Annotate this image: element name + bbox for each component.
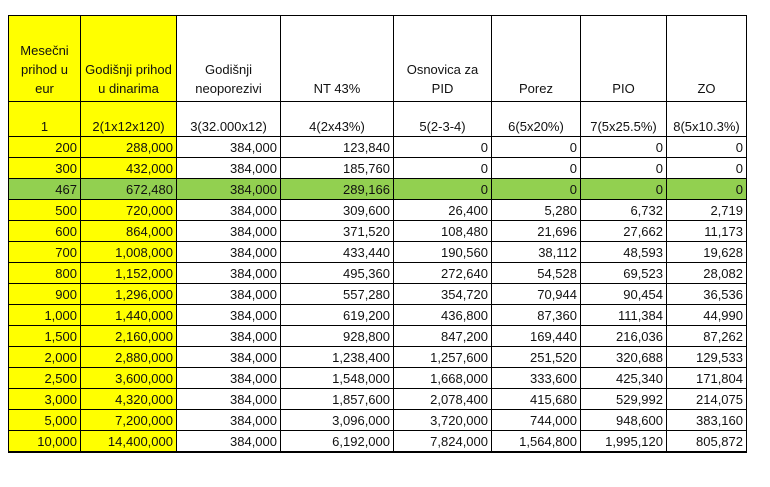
table-cell: 0 — [667, 137, 747, 158]
table-cell: 54,528 — [492, 263, 581, 284]
table-cell: 384,000 — [177, 158, 281, 179]
table-cell: 21,696 — [492, 221, 581, 242]
table-cell: 384,000 — [177, 137, 281, 158]
table-cell: 384,000 — [177, 347, 281, 368]
table-cell: 371,520 — [281, 221, 394, 242]
table-cell: 48,593 — [581, 242, 667, 263]
table-row — [9, 347, 747, 368]
table-cell: 2,160,000 — [81, 326, 177, 347]
header-cell: NT 43% — [281, 16, 394, 102]
table-cell: 123,840 — [281, 137, 394, 158]
table-cell: 557,280 — [281, 284, 394, 305]
table-cell: 0 — [581, 158, 667, 179]
table-cell: 354,720 — [394, 284, 492, 305]
table-cell: 0 — [394, 179, 492, 200]
header-row — [9, 16, 747, 102]
table-cell: 744,000 — [492, 410, 581, 431]
table-cell: 333,600 — [492, 368, 581, 389]
table-cell: 1,668,000 — [394, 368, 492, 389]
table-cell: 384,000 — [177, 305, 281, 326]
table-cell: 44,990 — [667, 305, 747, 326]
table-cell: 1,000 — [9, 305, 81, 326]
table-cell: 0 — [492, 137, 581, 158]
table-cell: 700 — [9, 242, 81, 263]
table-cell: 2,719 — [667, 200, 747, 221]
table-cell: 38,112 — [492, 242, 581, 263]
table-cell: 433,440 — [281, 242, 394, 263]
table-cell: 500 — [9, 200, 81, 221]
table-cell: 111,384 — [581, 305, 667, 326]
table-cell: 384,000 — [177, 368, 281, 389]
table-row — [9, 263, 747, 284]
table-cell: 805,872 — [667, 431, 747, 453]
table-cell: 36,536 — [667, 284, 747, 305]
table-cell: 432,000 — [81, 158, 177, 179]
column-number-cell: 8(5x10.3%) — [667, 102, 747, 137]
column-number-cell: 3(32.000x12) — [177, 102, 281, 137]
table-cell: 672,480 — [81, 179, 177, 200]
table-cell: 900 — [9, 284, 81, 305]
header-cell: Mesečni prihod u eur — [9, 16, 81, 102]
column-number-cell: 6(5x20%) — [492, 102, 581, 137]
table-row — [9, 410, 747, 431]
table-row — [9, 200, 747, 221]
table-cell: 69,523 — [581, 263, 667, 284]
header-cell: Godišnji neoporezivi — [177, 16, 281, 102]
table-cell: 384,000 — [177, 284, 281, 305]
table-cell: 7,824,000 — [394, 431, 492, 453]
table-cell: 190,560 — [394, 242, 492, 263]
table-cell: 384,000 — [177, 200, 281, 221]
table-row — [9, 389, 747, 410]
table-cell: 948,600 — [581, 410, 667, 431]
table-row — [9, 284, 747, 305]
table-cell: 1,857,600 — [281, 389, 394, 410]
table-cell: 384,000 — [177, 326, 281, 347]
table-cell: 108,480 — [394, 221, 492, 242]
table-cell: 216,036 — [581, 326, 667, 347]
table-cell: 800 — [9, 263, 81, 284]
table-cell: 0 — [492, 158, 581, 179]
table-cell: 384,000 — [177, 179, 281, 200]
table-cell: 619,200 — [281, 305, 394, 326]
table-cell: 185,760 — [281, 158, 394, 179]
table-cell: 415,680 — [492, 389, 581, 410]
table-cell: 495,360 — [281, 263, 394, 284]
table-cell: 169,440 — [492, 326, 581, 347]
table-cell: 171,804 — [667, 368, 747, 389]
table-cell: 864,000 — [81, 221, 177, 242]
table-cell: 289,166 — [281, 179, 394, 200]
table-cell: 1,238,400 — [281, 347, 394, 368]
table-row — [9, 431, 747, 453]
table-cell: 0 — [394, 137, 492, 158]
table-cell: 928,800 — [281, 326, 394, 347]
table-cell: 0 — [667, 158, 747, 179]
header-cell: Godišnji prihod u dinarima — [81, 16, 177, 102]
table-cell: 200 — [9, 137, 81, 158]
table-cell: 2,880,000 — [81, 347, 177, 368]
table-cell: 4,320,000 — [81, 389, 177, 410]
column-number-row — [9, 102, 747, 137]
table-cell: 0 — [492, 179, 581, 200]
table-cell: 288,000 — [81, 137, 177, 158]
table-cell: 5,000 — [9, 410, 81, 431]
header-cell: ZO — [667, 16, 747, 102]
table-row — [9, 179, 747, 200]
table-cell: 0 — [394, 158, 492, 179]
table-cell: 10,000 — [9, 431, 81, 453]
table-cell: 309,600 — [281, 200, 394, 221]
column-number-cell: 4(2x43%) — [281, 102, 394, 137]
table-cell: 1,500 — [9, 326, 81, 347]
table-cell: 5,280 — [492, 200, 581, 221]
table-cell: 436,800 — [394, 305, 492, 326]
header-cell: Osnovica za PID — [394, 16, 492, 102]
table-cell: 129,533 — [667, 347, 747, 368]
table-cell: 384,000 — [177, 242, 281, 263]
table-cell: 90,454 — [581, 284, 667, 305]
table-cell: 1,548,000 — [281, 368, 394, 389]
table-cell: 384,000 — [177, 410, 281, 431]
table-cell: 1,995,120 — [581, 431, 667, 453]
table-row — [9, 221, 747, 242]
table-cell: 600 — [9, 221, 81, 242]
table-cell: 3,096,000 — [281, 410, 394, 431]
table-cell: 847,200 — [394, 326, 492, 347]
table-row — [9, 242, 747, 263]
table-cell: 87,360 — [492, 305, 581, 326]
table-cell: 384,000 — [177, 389, 281, 410]
table-cell: 320,688 — [581, 347, 667, 368]
table-row — [9, 326, 747, 347]
table-cell: 251,520 — [492, 347, 581, 368]
column-number-cell: 7(5x25.5%) — [581, 102, 667, 137]
table-cell: 0 — [581, 137, 667, 158]
table-row — [9, 137, 747, 158]
table-cell: 720,000 — [81, 200, 177, 221]
table-cell: 2,078,400 — [394, 389, 492, 410]
table-row — [9, 368, 747, 389]
table-cell: 11,173 — [667, 221, 747, 242]
table-cell: 7,200,000 — [81, 410, 177, 431]
table-cell: 0 — [667, 179, 747, 200]
table-cell: 1,440,000 — [81, 305, 177, 326]
table-cell: 14,400,000 — [81, 431, 177, 453]
table-cell: 467 — [9, 179, 81, 200]
tax-table — [8, 15, 747, 453]
table-cell: 19,628 — [667, 242, 747, 263]
table-cell: 1,152,000 — [81, 263, 177, 284]
table-cell: 425,340 — [581, 368, 667, 389]
table-cell: 6,732 — [581, 200, 667, 221]
table-cell: 1,257,600 — [394, 347, 492, 368]
table-cell: 384,000 — [177, 221, 281, 242]
column-number-cell: 5(2-3-4) — [394, 102, 492, 137]
table-cell: 529,992 — [581, 389, 667, 410]
table-cell: 3,720,000 — [394, 410, 492, 431]
table-row — [9, 305, 747, 326]
table-cell: 383,160 — [667, 410, 747, 431]
table-row — [9, 158, 747, 179]
table-cell: 1,564,800 — [492, 431, 581, 453]
table-cell: 214,075 — [667, 389, 747, 410]
table-cell: 384,000 — [177, 431, 281, 453]
column-number-cell: 1 — [9, 102, 81, 137]
table-cell: 0 — [581, 179, 667, 200]
column-number-cell: 2(1x12x120) — [81, 102, 177, 137]
table-cell: 2,000 — [9, 347, 81, 368]
header-cell: Porez — [492, 16, 581, 102]
table-cell: 3,600,000 — [81, 368, 177, 389]
table-cell: 384,000 — [177, 263, 281, 284]
table-cell: 272,640 — [394, 263, 492, 284]
table-cell: 300 — [9, 158, 81, 179]
table-cell: 28,082 — [667, 263, 747, 284]
table-cell: 6,192,000 — [281, 431, 394, 453]
header-cell: PIO — [581, 16, 667, 102]
table-cell: 87,262 — [667, 326, 747, 347]
table-cell: 26,400 — [394, 200, 492, 221]
table-cell: 2,500 — [9, 368, 81, 389]
table-cell: 1,296,000 — [81, 284, 177, 305]
table-cell: 3,000 — [9, 389, 81, 410]
table-cell: 70,944 — [492, 284, 581, 305]
table-cell: 1,008,000 — [81, 242, 177, 263]
table-cell: 27,662 — [581, 221, 667, 242]
